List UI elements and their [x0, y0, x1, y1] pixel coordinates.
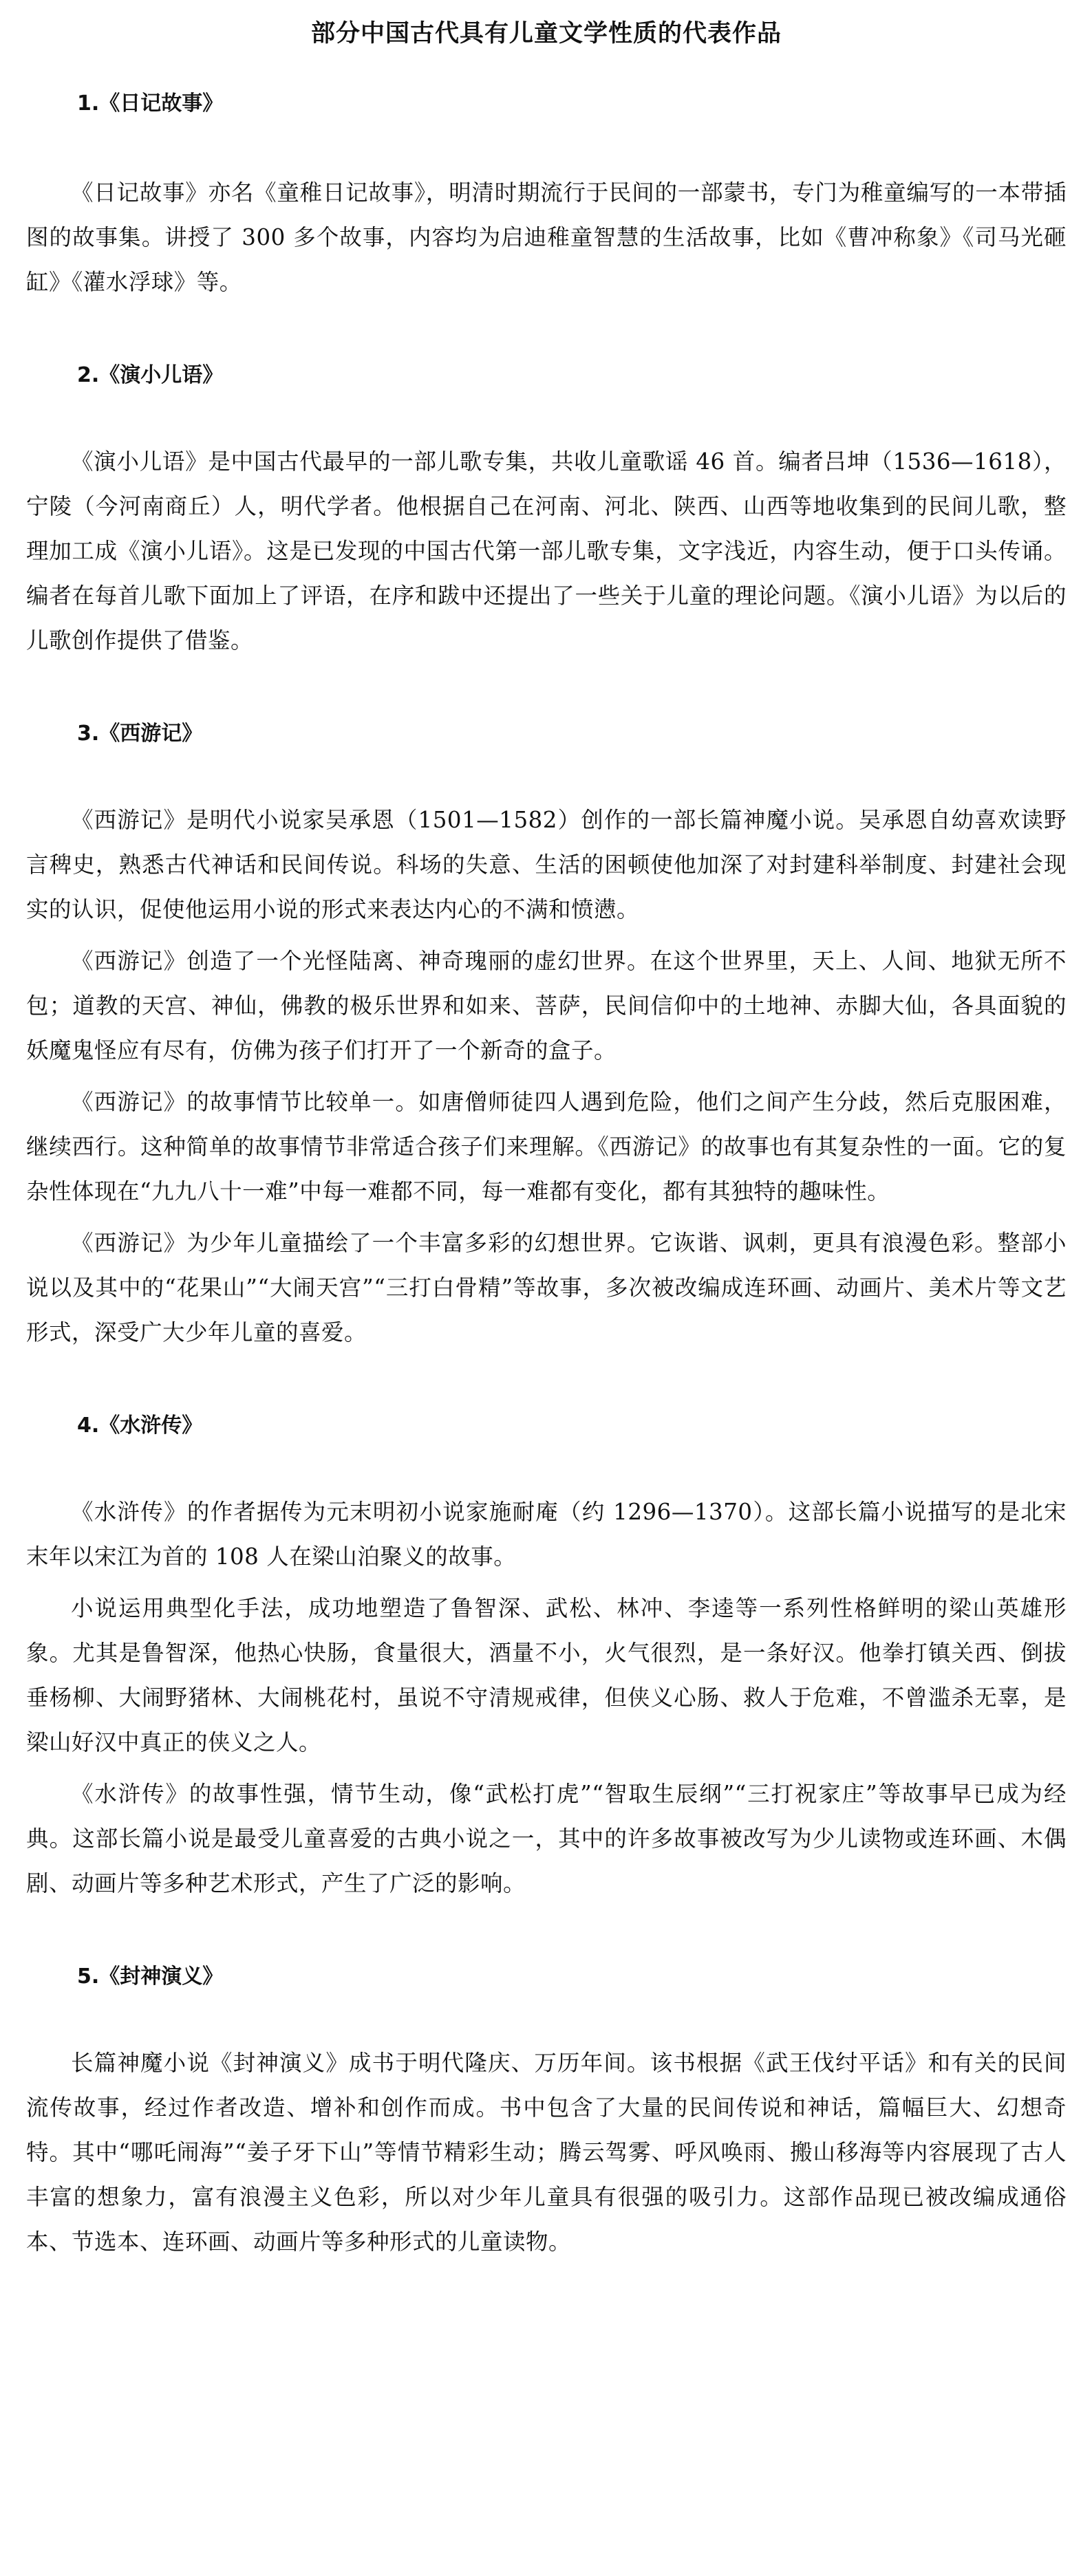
paragraph: 长篇神魔小说《封神演义》成书于明代隆庆、万历年间。该书根据《武王伐纣平话》和有关的民间流传故事，经过作者改造、增补和创作而成。书中包含了大量的民间传说和神话，篇幅巨大、幻想奇特。其中“哪吒闹海”“姜子牙下山”等情节精彩生动；腾云驾雾、呼风唤雨、搬山移海等内容展现了古人丰富的想象力，富有浪漫主义色彩，所以对少年儿童具有很强的吸引力。这部作品现已被改编成通俗本、节选本、连环画、动画片等多种形式的儿童读物。 [26, 2050, 1067, 2255]
section-heading: 5.《封神演义》 [77, 1965, 224, 1989]
section-heading: 4.《水浒传》 [77, 1414, 203, 1438]
document-page [26, 0, 1067, 2264]
section-yanxiaoeryu [26, 351, 1067, 663]
paragraph: 《日记故事》亦名《童稚日记故事》，明清时期流行于民间的一部蒙书，专门为稚童编写的一本带插图的故事集。讲授了 300 多个故事，内容均为启迪稚童智慧的生活故事，比如《曹冲称象》《司马光砸缸》《灌水浮球》等。 [26, 180, 1067, 295]
paragraph: 《西游记》的故事情节比较单一。如唐僧师徒四人遇到危险，他们之间产生分歧，然后克服困难，继续西行。这种简单的故事情节非常适合孩子们来理解。《西游记》的故事也有其复杂性的一面。它的复杂性体现在“九九八十一难”中每一难都不同，每一难都有变化，都有其独特的趣味性。 [26, 1089, 1067, 1204]
section-shuihuzhuan [26, 1402, 1067, 1906]
section-heading: 1.《日记故事》 [77, 91, 224, 116]
section-heading: 3.《西游记》 [77, 722, 203, 746]
section-fengshenyanyi [26, 1953, 1067, 2264]
paragraph: 《西游记》为少年儿童描绘了一个丰富多彩的幻想世界。它诙谐、讽刺，更具有浪漫色彩。整部小说以及其中的“花果山”“大闹天宫”“三打白骨精”等故事，多次被改编成连环画、动画片、美术片等文艺形式，深受广大少年儿童的喜爱。 [26, 1230, 1067, 1345]
paragraph: 《西游记》创造了一个光怪陆离、神奇瑰丽的虚幻世界。在这个世界里，天上、人间、地狱无所不包；道教的天宫、神仙，佛教的极乐世界和如来、菩萨，民间信仰中的土地神、赤脚大仙，各具面貌的妖魔鬼怪应有尽有，仿佛为孩子们打开了一个新奇的盒子。 [26, 948, 1067, 1063]
paragraph: 《水浒传》的作者据传为元末明初小说家施耐庵（约 1296—1370）。这部长篇小说描写的是北宋末年以宋江为首的 108 人在梁山泊聚义的故事。 [26, 1499, 1067, 1570]
document-title: 部分中国古代具有儿童文学性质的代表作品 [310, 20, 782, 47]
section-rijigushi [26, 80, 1067, 305]
paragraph: 《西游记》是明代小说家吴承恩（1501—1582）创作的一部长篇神魔小说。吴承恩自幼喜欢读野言稗史，熟悉古代神话和民间传说。科场的失意、生活的困顿使他加深了对封建科举制度、封建社会现实的认识，促使他运用小说的形式来表达内心的不满和愤懑。 [26, 807, 1067, 922]
paragraph: 《水浒传》的故事性强，情节生动，像“武松打虎”“智取生辰纲”“三打祝家庄”等故事早已成为经典。这部长篇小说是最受儿童喜爱的古典小说之一，其中的许多故事被改写为少儿读物或连环画、木偶剧、动画片等多种艺术形式，产生了广泛的影响。 [26, 1781, 1067, 1896]
section-xiyouji [26, 710, 1067, 1355]
section-heading: 2.《演小儿语》 [77, 363, 224, 387]
paragraph: 《演小儿语》是中国古代最早的一部儿歌专集，共收儿童歌谣 46 首。编者吕坤（1536—1618），宁陵（今河南商丘）人，明代学者。他根据自己在河南、河北、陕西、山西等地收集到的民间儿歌，整理加工成《演小儿语》。这是已发现的中国古代第一部儿歌专集，文字浅近，内容生动，便于口头传诵。编者在每首儿歌下面加上了评语，在序和跋中还提出了一些关于儿童的理论问题。《演小儿语》为以后的儿歌创作提供了借鉴。 [26, 448, 1067, 653]
paragraph: 小说运用典型化手法，成功地塑造了鲁智深、武松、林冲、李逵等一系列性格鲜明的梁山英雄形象。尤其是鲁智深，他热心快肠，食量很大，酒量不小，火气很烈，是一条好汉。他拳打镇关西、倒拔垂杨柳、大闹野猪林、大闹桃花村，虽说不守清规戒律，但侠义心肠、救人于危难，不曾滥杀无辜，是梁山好汉中真正的侠义之人。 [26, 1595, 1067, 1755]
